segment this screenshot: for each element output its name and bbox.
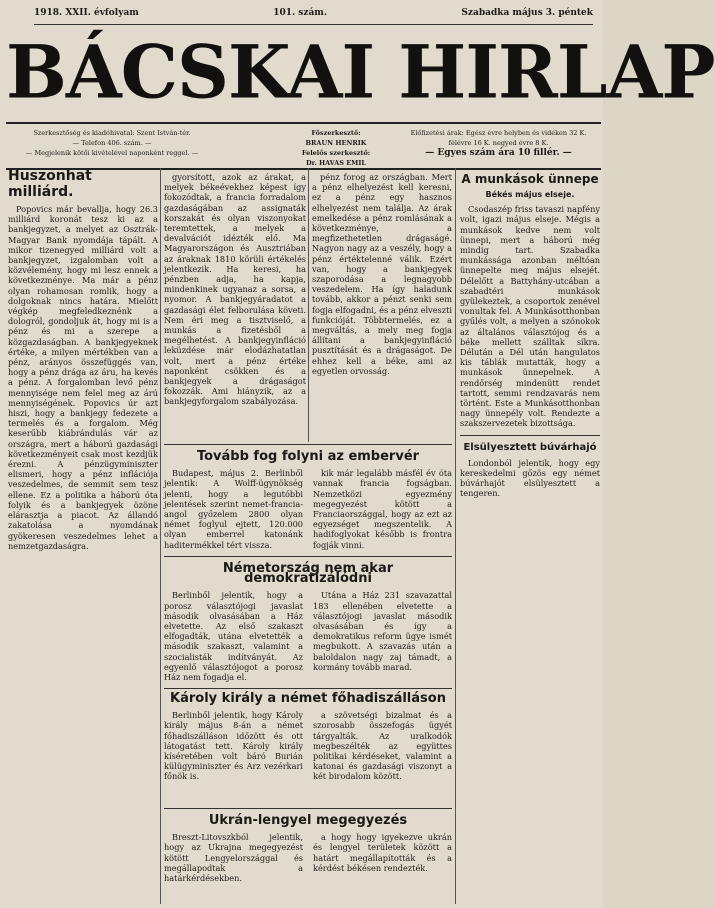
article-body-right: a hogy hogy igyekezve ukrán és lengyel területek között a határt megállapították és a kérdést békésen rendezték.	[313, 832, 452, 873]
article-body-left: Breszt-Litovszkból jelentik, hogy az Ukrajna megegyezést kötött Lengyelországgal és megállapodtak a határkérdésekben.	[164, 832, 303, 884]
article-headline: Károly király a német főhadiszálláson	[170, 691, 446, 706]
masthead-title: BÁCSKAI HIRLAP	[6, 28, 714, 115]
info-editors	[281, 128, 391, 168]
info-schedule: — Megjelenik kötői kivételével naponként reggel. —	[25, 149, 199, 157]
article-body-right: kik már legalább másfél év óta vannak francia fogságban. Nemzetközi egyezmény megegyezést kötött a Franciaországgal, hogy az ezt az egyezséget megszentelik. A hadifoglyokat később is frontra fogják vinni.	[313, 468, 452, 550]
article-ukraine	[164, 814, 452, 904]
subscription-periods: félévre 16 K. negyed évre 8 K.	[448, 139, 549, 147]
section-divider	[164, 444, 452, 445]
article-headline: Németország nem akar demokratizálódni	[222, 561, 394, 587]
article-king	[164, 692, 452, 802]
section-divider	[164, 688, 452, 689]
article-body-left: Berlinből jelentik, hogy a porosz választójogi javaslat második olvasásában a Ház elvetette. Az első szakaszt elfogadták, utána elvetették a második szakaszt, valamint a szocialisták indítványát. Az egyenlő választójogot a porosz Ház nem fogadja el.	[164, 590, 303, 683]
issue-number: 101. szám.	[273, 8, 327, 18]
article-headline: Tovább fog folyni az embervér	[196, 449, 420, 464]
resp-editor-name: Dr. HAVAS EMIL	[305, 159, 366, 167]
chief-editor-name: BRAUN HENRIK	[305, 139, 367, 147]
article-germany	[164, 561, 452, 683]
article-divider	[460, 435, 600, 436]
article-column-1	[8, 168, 158, 904]
article-body: Popovics már bevallja, hogy 26.3 milliárd koronát tesz ki az a bankjegyzet, a melyet az Osztrák-Magyar Bank nyomdája tápált. A mikor tizenegyed milliárd volt a bankjegyzet, izgalomban volt a közvélemény, hogy mi lesz ennek a következménye. Ma már a pénz olyan rohamosan romlik, hogy a dolgoknak nincs határa. Mielőtt végkép megfeledkeznénk a dologról, gondoljuk át, hogy mi is a pénz és mi a szerepe a közgazdaságban. A bankjegyeknek értéke, a milyen mértékben van a pénz, arányos összefüggés van, hogy a pénz drága az áru, ha kevés a pénz. A forgalomban levő pénz mennyisége nem felel meg az árú mennyiségének. Popovics úr azt hiszi, hogy a bankjegy fedezete a termelés és a forgalom. Még keserűbb kiábrándulás vár az országra, mert a háború gazdasági következményeit csak most kezdjük érezni. A pénzügyminiszter elismeri, hogy a pénz inflációja veszedelmes, de semmit sem tesz ellene. Ez a politika a háború óta folyik és a bankjegyek özöne elárasztja a piacot. Az állandó zakatolása a nyomdának gyökeresen veszedelmes lehet a nemzetgazdaságra.	[8, 204, 158, 551]
article-body-right: Utána a Ház 231 szavazattal 183 ellenében elvetette a választójogi javaslat második olvasásában és így a demokratikus reform ügye ismét megbukott. A szavazás után a baloldalon nagy zaj támadt, a kormány tovább marad.	[313, 590, 452, 672]
article-headline: Ukrán-lengyel megegyezés	[208, 813, 408, 828]
article-column-2	[164, 172, 306, 440]
subscription-prices: Előfizetési árak: Egész évre helyben és vidéken 32 K.	[410, 129, 587, 137]
chief-editor-label: Főszerkesztő:	[311, 129, 361, 137]
article-body: Csodaszép friss tavaszi napfény volt, igazi május elseje. Mégis a munkások kedve nem volt ünnepi, mert a háború még mindig tart. Szabadka munkássága azonban méltóan ünnepelte meg május elsejét. Délelőtt a Battyhány-utcában a szabadtéri munkások gyülekeztek, a csoportok zenével vonultak fel. A Munkásotthonban gyűlés volt, a melyen a szónokok az általános választójog és a béke mellett szálltak síkra. Délután a Dél után hangulatos kis táblák mutatták, hogy a munkások ünnepelnek. A rendőrség mindenütt rendet tartott, semmi rendzavarás nem történt. Este a Munkásotthonban nagy ünnepély volt. Rendezte a szakszervezetek bizottsága.	[460, 204, 600, 429]
article-body: pénz forog az országban. Mert a pénz elhelyezést kell keresni, ez a pénz egy hasznos elhelyezést nem találja. Az árak emelkedése a pénz romlásának a következménye, a megfizethetetlen drágaságé. Nagyon nagy az a veszély, hogy a pénz értéktelenné válik. Ezért van, hogy a bankjegyek szaporodása a legnagyobb veszedelem. Ha így haladunk tovább, akkor a pénzt senki sem fogja elfogadni, és a pénz elveszti funkcióját. Többtermelés, ez a megváltás, a mely meg fogja állítani a bankjegyinfláció pusztítását és a drágaságot. De ehhez kell a béke, ami az egyetlen orvosság.	[312, 172, 452, 376]
column-rule	[160, 168, 161, 904]
masthead	[6, 22, 714, 122]
article-body: gyorsított, azok az árakat, a melyek békeévekhez képest így fokozódtak, a francia forradalom gazdaságában az assignaták korszakát és olyan viszonyokat teremtettek, a melyek a devalvációt idézték elő. Ma Magyarországon és Ausztriában az áraknak 1810 körüli értékelés jelentkezik. Ha keresi, ha pénzben adja, ha kapja, mindenkinek ugyanaz a sorsa, a nyomor. A bankjegyáradatot a gazdasági élet felborulása követi. Nem éri meg a tisztviselő, a munkás a fizetésből a megélhetést. A bankjegyinfláció leküzdése már elodázhatatlan volt, mert a pénz értéke naponként csökken és a bankjegyek a drágaságot fokozzák. Ami hiányzik, az a bankjegyforgalom szabályozása.	[164, 172, 306, 407]
column-rule	[308, 168, 309, 442]
info-phone: — Telefon 406. szám. —	[72, 139, 152, 147]
article-column-4	[460, 172, 600, 904]
article-column-3	[312, 172, 452, 440]
volume-year: 1918. XXII. évfolyam	[34, 8, 139, 18]
article-headline: Elsülyesztett búvárhajó	[463, 441, 597, 453]
article-bloodshed	[164, 450, 452, 550]
column-rule	[455, 168, 456, 904]
article-body: Londonból jelentik, hogy egy kereskedelmi gőzös egy német búvárhajót elsülyesztett a tengeren.	[460, 457, 600, 499]
place-date: Szabadka május 3. péntek	[461, 8, 593, 18]
article-body-right: a szövetségi bizalmat és a szorosabb összefogás ügyét tárgyalták. Az uralkodók megbeszélték az együttes politikai kérdéseket, valamint a katonai és gazdasági viszonyt a két birodalom között.	[313, 710, 452, 782]
resp-editor-label: Felelős szerkesztő:	[301, 149, 371, 157]
info-address: Szerkesztőség és kiadóhivatal: Szent István-tér.	[33, 129, 191, 137]
section-divider	[164, 556, 452, 557]
info-subscription	[396, 128, 601, 158]
article-headline: Huszonhat milliárd.	[8, 168, 92, 200]
article-headline: A munkások ünnepe	[461, 172, 599, 186]
info-bar	[6, 122, 601, 170]
article-body-left: Berlinből jelentik, hogy Károly király május 8-án a német főhadiszálláson időzött és ott látogatást tett. Károly király kíséretében volt báró Burián külügyminiszter és Arz vezérkari főnök is.	[164, 710, 303, 782]
single-copy-price: — Egyes szám ára 10 fillér. —	[425, 148, 572, 158]
section-divider	[164, 808, 452, 809]
article-subheadline: Békés május elseje.	[485, 190, 575, 199]
article-body-left: Budapest, május 2. Berlinből jelentik: A Wolff-ügynökség jelenti, hogy a legutóbbi jelentések szerint nemet-francia-angol győzelem 2800 olyan német foglyul ejtett, 120.000 olyan emberrel katonánk haditermékkel tért vissza.	[164, 468, 303, 550]
info-editorial	[12, 128, 212, 158]
